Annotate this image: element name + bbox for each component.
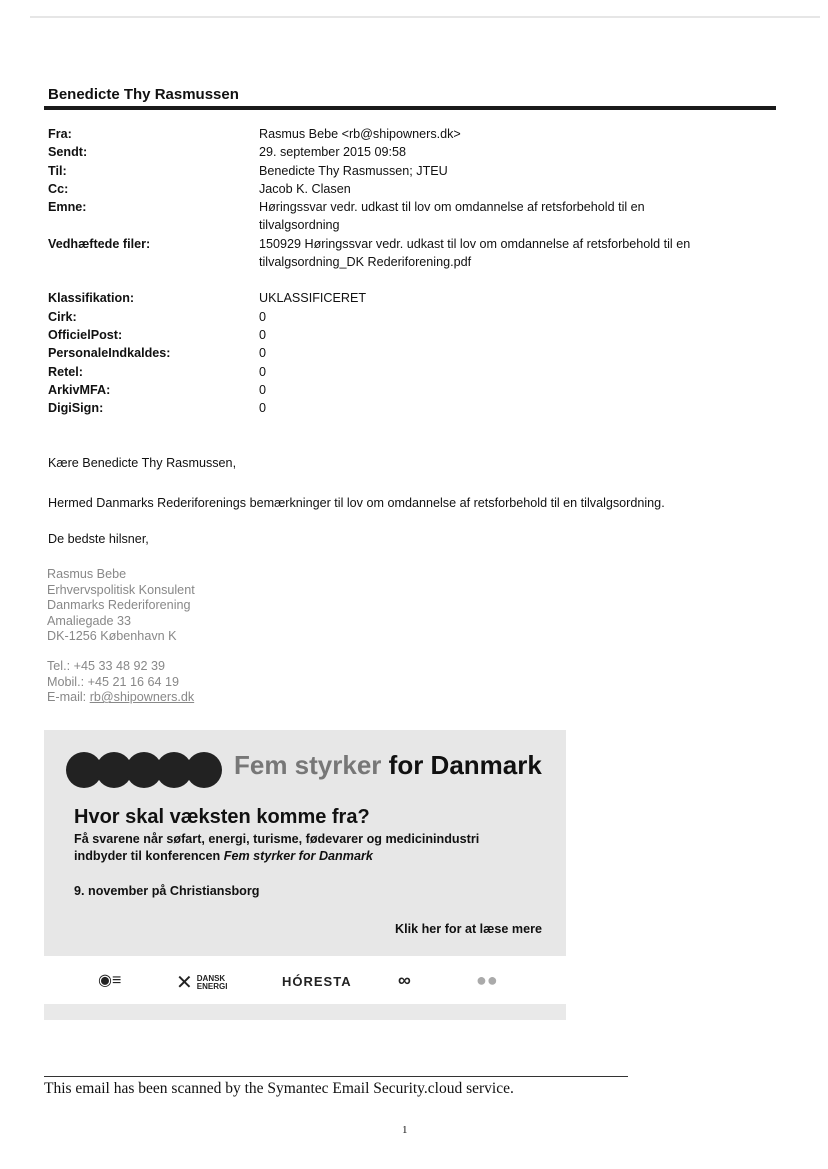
energi-word: ENERGI bbox=[196, 981, 228, 991]
field-label: Cc: bbox=[48, 181, 69, 196]
meta-value: 0 bbox=[259, 401, 267, 416]
email-label: E-mail: bbox=[47, 690, 90, 705]
field-cc bbox=[48, 180, 778, 198]
meta-label: Retel: bbox=[48, 364, 83, 379]
dansk-energi-mark-icon: ✕ bbox=[176, 972, 193, 994]
spacer bbox=[47, 645, 195, 659]
field-value: Jacob K. Clasen bbox=[259, 181, 351, 196]
dansk-word: DANSK bbox=[196, 973, 226, 983]
meta-value: 0 bbox=[259, 364, 267, 379]
meta-value: UKLASSIFICERET bbox=[259, 291, 367, 306]
dansk-energi-text bbox=[197, 975, 228, 991]
meta-officielpost bbox=[48, 326, 778, 344]
desc-line-1: Få svarene når søfart, energi, turisme, fødevarer og medicinindustri bbox=[74, 832, 480, 846]
five-dots-logo bbox=[66, 752, 216, 788]
meta-retel bbox=[48, 363, 778, 381]
signature-phone: Tel.: +45 33 48 92 39 bbox=[47, 658, 165, 673]
signature-street: Amaliegade 33 bbox=[47, 613, 132, 628]
field-sent bbox=[48, 143, 778, 161]
field-label: Vedhæftede filer: bbox=[48, 236, 151, 251]
meta-value: 0 bbox=[259, 382, 267, 397]
meta-personaleindkaldes bbox=[48, 344, 778, 362]
banner-date: 9. november på Christiansborg bbox=[74, 884, 260, 898]
subject-line-1: Høringssvar vedr. udkast til lov om omdannelse af retsforbehold til en bbox=[259, 200, 645, 215]
top-rule bbox=[30, 16, 820, 18]
shipowners-logo-icon: ◉≡ bbox=[98, 972, 122, 989]
signature-mobile: Mobil.: +45 21 16 64 19 bbox=[47, 674, 179, 689]
partner-logos bbox=[44, 956, 566, 1004]
horesta-logo: HÓRESTA bbox=[282, 974, 352, 989]
meta-cirk bbox=[48, 308, 778, 326]
meta-value: 0 bbox=[259, 309, 267, 324]
meta-label: Cirk: bbox=[48, 309, 77, 324]
banner-description bbox=[74, 831, 544, 865]
signature-organization: Danmarks Rederiforening bbox=[47, 598, 191, 613]
banner-heading bbox=[234, 750, 542, 781]
field-value bbox=[259, 198, 778, 235]
food-industry-logo-icon: ∞ bbox=[398, 970, 411, 990]
field-label: Emne: bbox=[48, 200, 87, 215]
dansk-energi-logo bbox=[176, 970, 227, 995]
field-value: 29. september 2015 09:58 bbox=[259, 145, 407, 160]
field-to bbox=[48, 162, 778, 180]
meta-label: Klassifikation: bbox=[48, 291, 135, 306]
heading-dark: for Danmark bbox=[388, 750, 542, 780]
signature-title: Erhvervspolitisk Konsulent bbox=[47, 582, 195, 597]
closing: De bedste hilsner, bbox=[48, 532, 149, 546]
meta-arkivmfa bbox=[48, 381, 778, 399]
field-label: Sendt: bbox=[48, 145, 88, 160]
greeting: Kære Benedicte Thy Rasmussen, bbox=[48, 456, 237, 470]
attachment-line-1: 150929 Høringssvar vedr. udkast til lov om omdannelse af retsforbehold til en bbox=[259, 236, 691, 251]
subject-line-2: tilvalgsordning bbox=[259, 218, 340, 233]
footer-rule bbox=[44, 1076, 628, 1077]
field-from bbox=[48, 125, 778, 143]
signature-city: DK-1256 København K bbox=[47, 629, 177, 644]
meta-digisign bbox=[48, 399, 778, 417]
heading-light: Fem styrker bbox=[234, 750, 389, 780]
field-label: Til: bbox=[48, 163, 67, 178]
meta-value: 0 bbox=[259, 327, 267, 342]
attachment-line-2: tilvalgsordning_DK Rederiforening.pdf bbox=[259, 255, 472, 270]
meta-classification bbox=[48, 289, 778, 307]
field-label: Fra: bbox=[48, 127, 72, 141]
dot-icon bbox=[186, 752, 222, 788]
desc-emphasis: Fem styrker for Danmark bbox=[223, 849, 373, 863]
field-value: Benedicte Thy Rasmussen; JTEU bbox=[259, 163, 448, 178]
conference-banner[interactable] bbox=[44, 730, 566, 956]
signature-email-line bbox=[47, 690, 195, 706]
scan-notice: This email has been scanned by the Symantec Email Security.cloud service. bbox=[44, 1080, 514, 1097]
field-attachments bbox=[48, 235, 778, 272]
banner-bottom-band bbox=[44, 1004, 566, 1020]
read-more-link[interactable]: Klik her for at læse mere bbox=[395, 922, 542, 936]
title-rule bbox=[44, 106, 776, 110]
field-value: Rasmus Bebe <rb@shipowners.dk> bbox=[259, 127, 461, 141]
meta-label: DigiSign: bbox=[48, 401, 104, 416]
field-subject bbox=[48, 198, 778, 235]
email-link[interactable]: rb@shipowners.dk bbox=[89, 690, 195, 705]
meta-value: 0 bbox=[259, 346, 267, 361]
field-value bbox=[259, 235, 778, 272]
meta-label: OfficielPost: bbox=[48, 327, 123, 342]
sender-title: Benedicte Thy Rasmussen bbox=[48, 86, 239, 103]
spacer bbox=[48, 271, 778, 289]
signature bbox=[47, 567, 195, 706]
desc-prefix: indbyder til konferencen bbox=[74, 849, 224, 863]
pharma-logo-icon: ●● bbox=[476, 970, 498, 990]
desc-line-2 bbox=[74, 848, 544, 865]
banner-question: Hvor skal væksten komme fra? bbox=[74, 806, 370, 828]
email-header-fields bbox=[48, 125, 778, 417]
page-number: 1 bbox=[402, 1124, 408, 1136]
signature-name: Rasmus Bebe bbox=[47, 567, 127, 581]
message-body: Hermed Danmarks Rederiforenings bemærkninger til lov om omdannelse af retsforbehold til en tilvalgsordning. bbox=[48, 496, 665, 510]
meta-label: ArkivMFA: bbox=[48, 382, 111, 397]
meta-label: PersonaleIndkaldes: bbox=[48, 346, 171, 361]
